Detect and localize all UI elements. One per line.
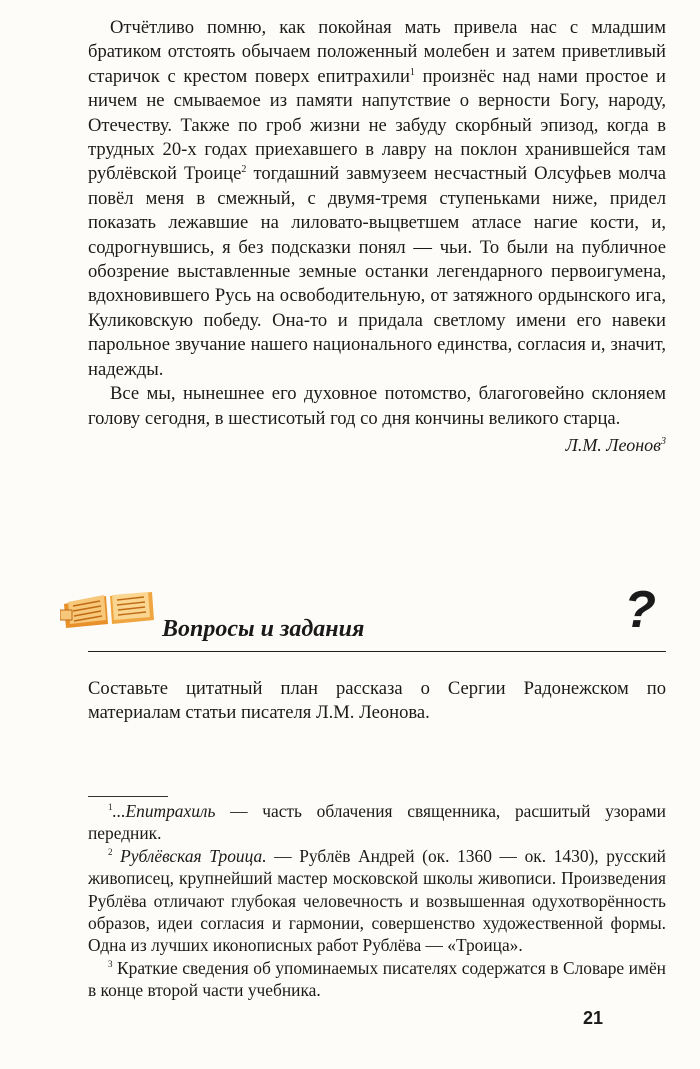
paragraph-1-part-a: Отчётливо помню, как покойная мать привела нас с младшим братиком отстоять обычаем положенный молебен и затем приветливый старичок с крестом поверх епитрахили <box>88 17 666 87</box>
footnote-ref-3: 3 <box>661 435 666 447</box>
question-mark-icon: ? <box>624 581 656 639</box>
paragraph-2: Все мы, нынешнее его духовное потомство, благоговейно склоняем голову сегодня, в шестисотый год со дня кончины великого старца. <box>88 383 666 429</box>
footnote-divider <box>88 796 168 797</box>
page-number: 21 <box>583 1008 604 1028</box>
footnote-number: 2 <box>108 847 113 858</box>
footnote-text: — часть облачения священника, расшитый узорами передник. <box>88 801 666 844</box>
paragraph-1-part-c: тогдашний завмузеем несчастный Олсуфьев молча повёл меня в смежный, с двумя-тремя ступеньками ниже, придел показать лежавшие на лиловато-выцветшем атласе нагие кости, и, содрогнувшись, я без подсказки понял — чьи. То были на публичное обозрение выставленные земные останки легендарного первоигумена, вдохновившего Русь на освободительную, от затяжного ордынского ига, Куликовскую победу. Она-то и придала светлому имени его навеки парольное звучание нашего национального единства, согласия и, значит, надежды. <box>88 163 666 380</box>
task-block <box>88 677 666 726</box>
footnote-term: Рублёвская Троица. <box>120 845 267 866</box>
footnote-ref-2: 2 <box>241 164 247 176</box>
footnote-2 <box>88 845 666 957</box>
section-header <box>60 581 666 652</box>
open-book-icon <box>60 590 158 630</box>
footnote-text: — Рублёв Андрей (ок. 1360 — ок. 1430), русский живописец, крупнейший мастер московской школы живописи. Произведения Рублёва отличают глубокая человечность и возвышенная одухотворённость образов, идеи согласия и гармонии, совершенство художественной формы. Одна из лучших иконописных работ Рублёва — «Троица». <box>88 845 666 956</box>
signature-name: Л.М. Леонов <box>565 434 661 455</box>
footnote-text: Краткие сведения об упоминаемых писателях содержатся в Словаре имён в конце второй части учебника. <box>88 957 666 1001</box>
author-signature <box>88 433 666 457</box>
footnote-term: ...Епитрахиль <box>112 801 216 821</box>
paragraph-1 <box>88 16 666 382</box>
footnote-number: 1 <box>108 802 113 813</box>
section-title: Вопросы и задания <box>162 616 365 642</box>
task-text: Составьте цитатный план рассказа о Сергии Радонежском по материалам статьи писателя Л.М. Леонова. <box>88 678 666 724</box>
footnote-1 <box>88 800 666 845</box>
footnote-number: 3 <box>108 959 113 970</box>
paragraph-1-part-b: произнёс над нами простое и ничем не смываемое из памяти напутствие о верности Богу, народу, Отечеству. Также по гроб жизни не забуду скорбный эпизод, когда в трудных 20-х годах приехавшего в лавру на поклон хранившейся там рублёвской Троице <box>88 65 666 185</box>
main-text <box>88 16 666 457</box>
footnotes <box>88 800 666 1002</box>
section-divider <box>88 651 666 652</box>
footnote-ref-1: 1 <box>409 66 415 78</box>
footnote-3 <box>88 957 666 1002</box>
